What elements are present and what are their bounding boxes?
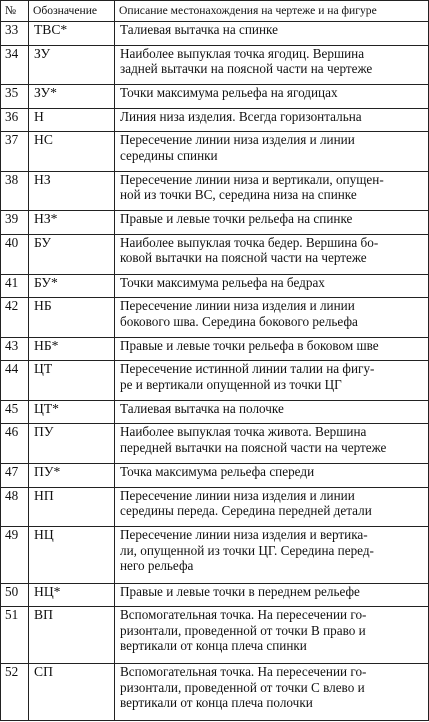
description-line: Пересечение линии низа изделия и линии [120, 487, 355, 503]
table-row [1, 274, 429, 298]
row-designation: БУ* [29, 274, 115, 298]
row-designation: ПУ [29, 424, 115, 464]
description-line: Правые и левые точки в переднем рельефе [120, 583, 360, 599]
row-description [115, 463, 429, 487]
description-line: вертикали от конца плеча полочки [120, 694, 313, 710]
description-line: Талиевая вытачка на спинке [120, 22, 278, 37]
table-row [1, 463, 429, 487]
row-description [115, 583, 429, 607]
header-number: № [1, 1, 29, 22]
row-description [115, 274, 429, 298]
row-description [115, 337, 429, 361]
table-row [1, 211, 429, 235]
row-number: 48 [1, 487, 29, 527]
header-designation: Обозначение [29, 1, 115, 22]
description-line: Талиевая вытачка на полочке [120, 400, 284, 416]
description-line: Пересечение линии низа и вертикали, опущен- [120, 171, 384, 187]
row-number: 46 [1, 424, 29, 464]
row-designation: НБ* [29, 337, 115, 361]
row-designation: БУ [29, 234, 115, 274]
row-number: 40 [1, 234, 29, 274]
row-description [115, 664, 429, 721]
row-number: 44 [1, 361, 29, 401]
table-row [1, 234, 429, 274]
row-designation: НБ [29, 298, 115, 338]
row-description [115, 45, 429, 85]
row-description [115, 527, 429, 584]
table-row [1, 361, 429, 401]
row-designation: ТВС* [29, 22, 115, 46]
row-description [115, 108, 429, 132]
row-number: 39 [1, 211, 29, 235]
description-line: Точки максимума рельефа на ягодицах [120, 85, 338, 101]
description-line: середины спинки [120, 147, 218, 163]
row-number: 49 [1, 527, 29, 584]
row-designation: НЦ* [29, 583, 115, 607]
description-line: Линия низа изделия. Всегда горизонтальна [120, 108, 362, 124]
description-line: ной из точки ВС, середина низа на спинке [120, 187, 357, 203]
table-row [1, 400, 429, 424]
row-designation: СП [29, 664, 115, 721]
table-row [1, 337, 429, 361]
description-line: передней вытачки на поясной части на чертеже [120, 439, 387, 455]
table-row [1, 664, 429, 721]
description-line: ре и вертикали опущенной из точки ЦГ [120, 376, 342, 392]
row-designation: Н [29, 108, 115, 132]
table-row [1, 85, 429, 109]
row-designation: НП [29, 487, 115, 527]
description-line: Наиболее выпуклая точка бедер. Вершина бо- [120, 234, 379, 250]
row-number: 35 [1, 85, 29, 109]
table-row [1, 108, 429, 132]
table-row [1, 487, 429, 527]
row-number: 45 [1, 400, 29, 424]
description-line: Правые и левые точки рельефа на спинке [120, 211, 353, 227]
row-number: 43 [1, 337, 29, 361]
table-body [1, 22, 429, 721]
table-row [1, 583, 429, 607]
table-row [1, 22, 429, 46]
row-designation: ЦТ [29, 361, 115, 401]
row-description [115, 400, 429, 424]
row-designation: НЦ [29, 527, 115, 584]
description-line: Точки максимума рельефа на бедрах [120, 274, 325, 290]
table-row [1, 298, 429, 338]
row-description [115, 171, 429, 211]
row-number: 37 [1, 132, 29, 172]
description-line: Вспомогательная точка. На пересечении го- [120, 664, 367, 680]
row-description [115, 85, 429, 109]
row-designation: ВП [29, 607, 115, 664]
row-description [115, 132, 429, 172]
description-line: Точка максимума рельефа спереди [120, 463, 315, 479]
row-designation: НЗ* [29, 211, 115, 235]
row-designation: НС [29, 132, 115, 172]
row-description [115, 487, 429, 527]
description-line: Пересечение линии низа изделия и вертика- [120, 527, 368, 543]
description-line: Пересечение истинной линии талии на фигу- [120, 361, 375, 377]
header-row [1, 1, 429, 22]
description-line: бокового шва. Середина бокового рельефа [120, 313, 358, 329]
description-line: вертикали от конца плеча спинки [120, 638, 307, 654]
description-line: задней вытачки на поясной части на чертеже [120, 60, 373, 76]
row-designation: НЗ [29, 171, 115, 211]
description-line: Наиболее выпуклая точка ягодиц. Вершина [120, 45, 365, 61]
description-line: Пересечение линии низа изделия и линии [120, 298, 355, 314]
description-line: ковой вытачки на поясной части на чертеже [120, 250, 367, 266]
row-designation: ЗУ* [29, 85, 115, 109]
row-description [115, 234, 429, 274]
description-line: Правые и левые точки рельефа в боковом шве [120, 337, 379, 353]
row-description [115, 211, 429, 235]
table-row [1, 607, 429, 664]
row-designation: ЦТ* [29, 400, 115, 424]
table-row [1, 424, 429, 464]
row-number: 38 [1, 171, 29, 211]
row-description [115, 361, 429, 401]
row-number: 36 [1, 108, 29, 132]
table-row [1, 45, 429, 85]
row-number: 42 [1, 298, 29, 338]
row-description [115, 607, 429, 664]
table-row [1, 171, 429, 211]
table-header [1, 1, 429, 22]
row-number: 47 [1, 463, 29, 487]
description-line: ли, опущенной из точки ЦГ. Середина перед- [120, 542, 374, 558]
row-number: 34 [1, 45, 29, 85]
table-row [1, 132, 429, 172]
row-number: 50 [1, 583, 29, 607]
description-line: него рельефа [120, 557, 194, 573]
table-row [1, 527, 429, 584]
description-line: Наиболее выпуклая точка живота. Вершина [120, 424, 367, 440]
row-description [115, 298, 429, 338]
row-designation: ЗУ [29, 45, 115, 85]
row-description [115, 424, 429, 464]
description-line: ризонтали, проведенной от точки С влево и [120, 679, 365, 695]
description-line: Пересечение линии низа изделия и линии [120, 132, 355, 148]
header-description: Описание местонахождения на чертеже и на фигуре [115, 1, 429, 22]
row-number: 33 [1, 22, 29, 46]
description-line: Вспомогательная точка. На пересечении го- [120, 607, 367, 623]
row-description [115, 22, 429, 46]
row-number: 41 [1, 274, 29, 298]
description-line: середины переда. Середина передней детали [120, 502, 372, 518]
row-designation: ПУ* [29, 463, 115, 487]
row-number: 52 [1, 664, 29, 721]
description-line: ризонтали, проведенной от точки В право и [120, 622, 366, 638]
row-number: 51 [1, 607, 29, 664]
